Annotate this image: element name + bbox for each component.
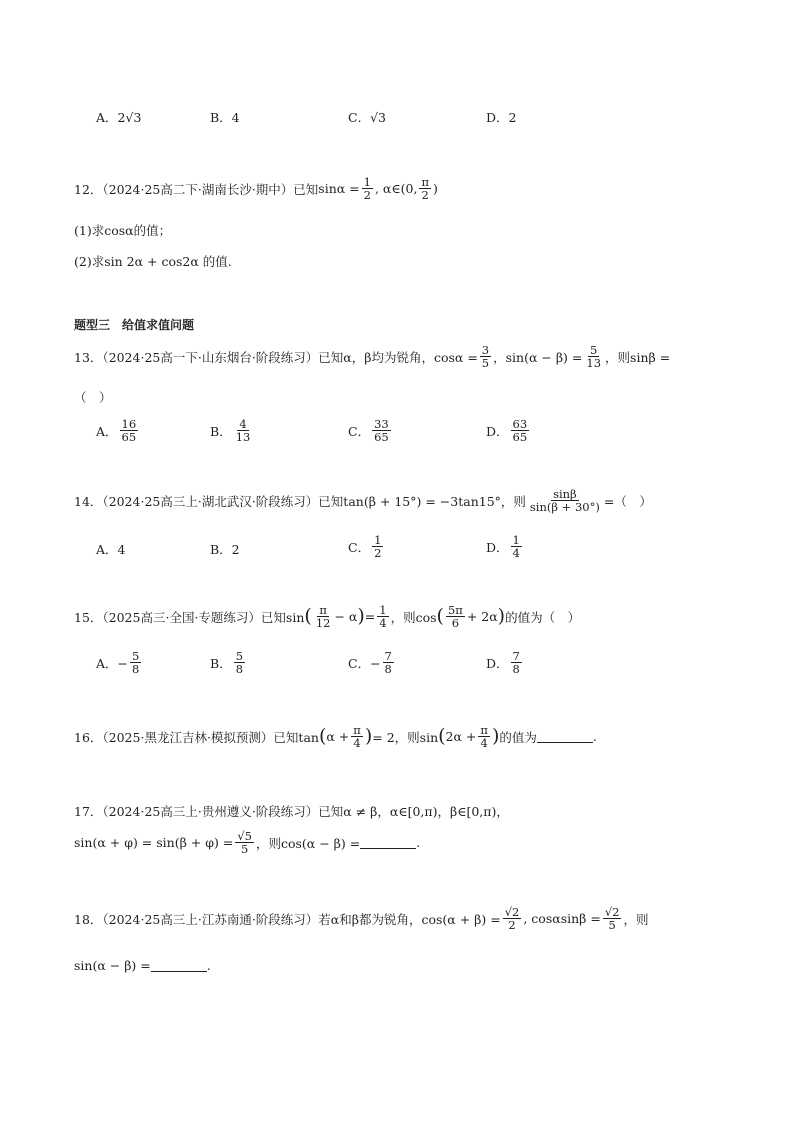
q12-stem: 12．（2024·25高二下·湖南长沙·期中）已知 sinα = $\frac{1}{2}$ , α∈(0, $\frac{\pi}{2}$ ) [74, 175, 438, 203]
q12-pi-fraction: $\frac{\pi}{2}$ [421, 175, 429, 203]
q15-option-d: D． $\frac{7}{8}$ [486, 649, 520, 677]
q11-option-d: D．2 [486, 110, 517, 125]
q11-option-c: C． √3 [348, 109, 386, 125]
q13-stem: 13．（2024·25高一下·山东烟台·阶段练习）已知α，β均为锐角，cosα = $\frac{3}{5}$ ，sin(α − β) = $\frac{5}{13}$ ，则sinβ = [74, 343, 671, 371]
q15-stem: 15．（2025高三·全国·专题练习）已知sin ( $\frac{\pi}{12}$ − α ) = $\frac{1}{4}$ ，则cos ( $\frac{5\pi}{6}$ + 2α ) 的值为（ ） [74, 603, 581, 631]
q15-option-b: B． $\frac{5}{8}$ [210, 649, 244, 677]
q14-option-d: D． $\frac{1}{4}$ [486, 533, 520, 561]
q17-answer-blank[interactable] [360, 836, 416, 849]
section-title: 题型三 给值求值问题 [74, 318, 195, 332]
q14-option-c: C． $\frac{1}{2}$ [348, 533, 382, 561]
q16-stem: 16．（2025·黑龙江吉林·模拟预测）已知tan ( α + $\frac{\pi}{4}$ ) = 2，则sin ( 2α + $\frac{\pi}{4}$ ) 的值为 . [74, 723, 597, 751]
q11-option-a: A． 2√3 [96, 109, 142, 125]
q18-stem: 18．（2024·25高三上·江苏南通·阶段练习）若α和β都为锐角，cos(α + β) = $\frac{√2}{2}$ , cosαsinβ = $\frac{√2}{5}$ ，则 [74, 905, 649, 933]
q12-part2: (2)求sin 2α + cos2α 的值. [74, 254, 232, 269]
q13-option-a: A． $\frac{16}{65}$ [96, 417, 137, 445]
q12-fraction: $\frac{1}{2}$ [363, 175, 371, 203]
q13-answer-paren: （ ） [74, 390, 112, 405]
q13-option-b: B． $\frac{4}{13}$ [210, 417, 251, 445]
q17-line2: sin(α + φ) = sin(β + φ) = $\frac{√5}{5}$ ，则cos(α − β) = . [74, 829, 421, 857]
q15-option-a: A．− $\frac{5}{8}$ [96, 649, 140, 677]
q11-option-b: B．4 [210, 110, 240, 125]
q18-answer-blank[interactable] [151, 959, 207, 972]
q14-option-b: B．2 [210, 542, 240, 557]
q15-option-c: C．− $\frac{7}{8}$ [348, 649, 392, 677]
q14-stem: 14．（2024·25高三上·湖北武汉·阶段练习）已知tan(β + 15°) = −3tan15°，则 $\frac{\sin\beta}{\sin(\beta + 30^\circ)}$ =（ ） [74, 487, 652, 515]
q17-stem: 17．（2024·25高三上·贵州遵义·阶段练习）已知α ≠ β，α∈[0,π)，β∈[0,π)， [74, 804, 509, 819]
q13-option-c: C． $\frac{33}{65}$ [348, 417, 389, 445]
q14-option-a: A．4 [96, 542, 126, 557]
q16-answer-blank[interactable] [537, 730, 593, 743]
q12-part1: (1)求cosα的值； [74, 223, 172, 238]
q13-option-d: D． $\frac{63}{65}$ [486, 417, 528, 445]
q18-line2: sin(α − β) = . [74, 958, 211, 973]
